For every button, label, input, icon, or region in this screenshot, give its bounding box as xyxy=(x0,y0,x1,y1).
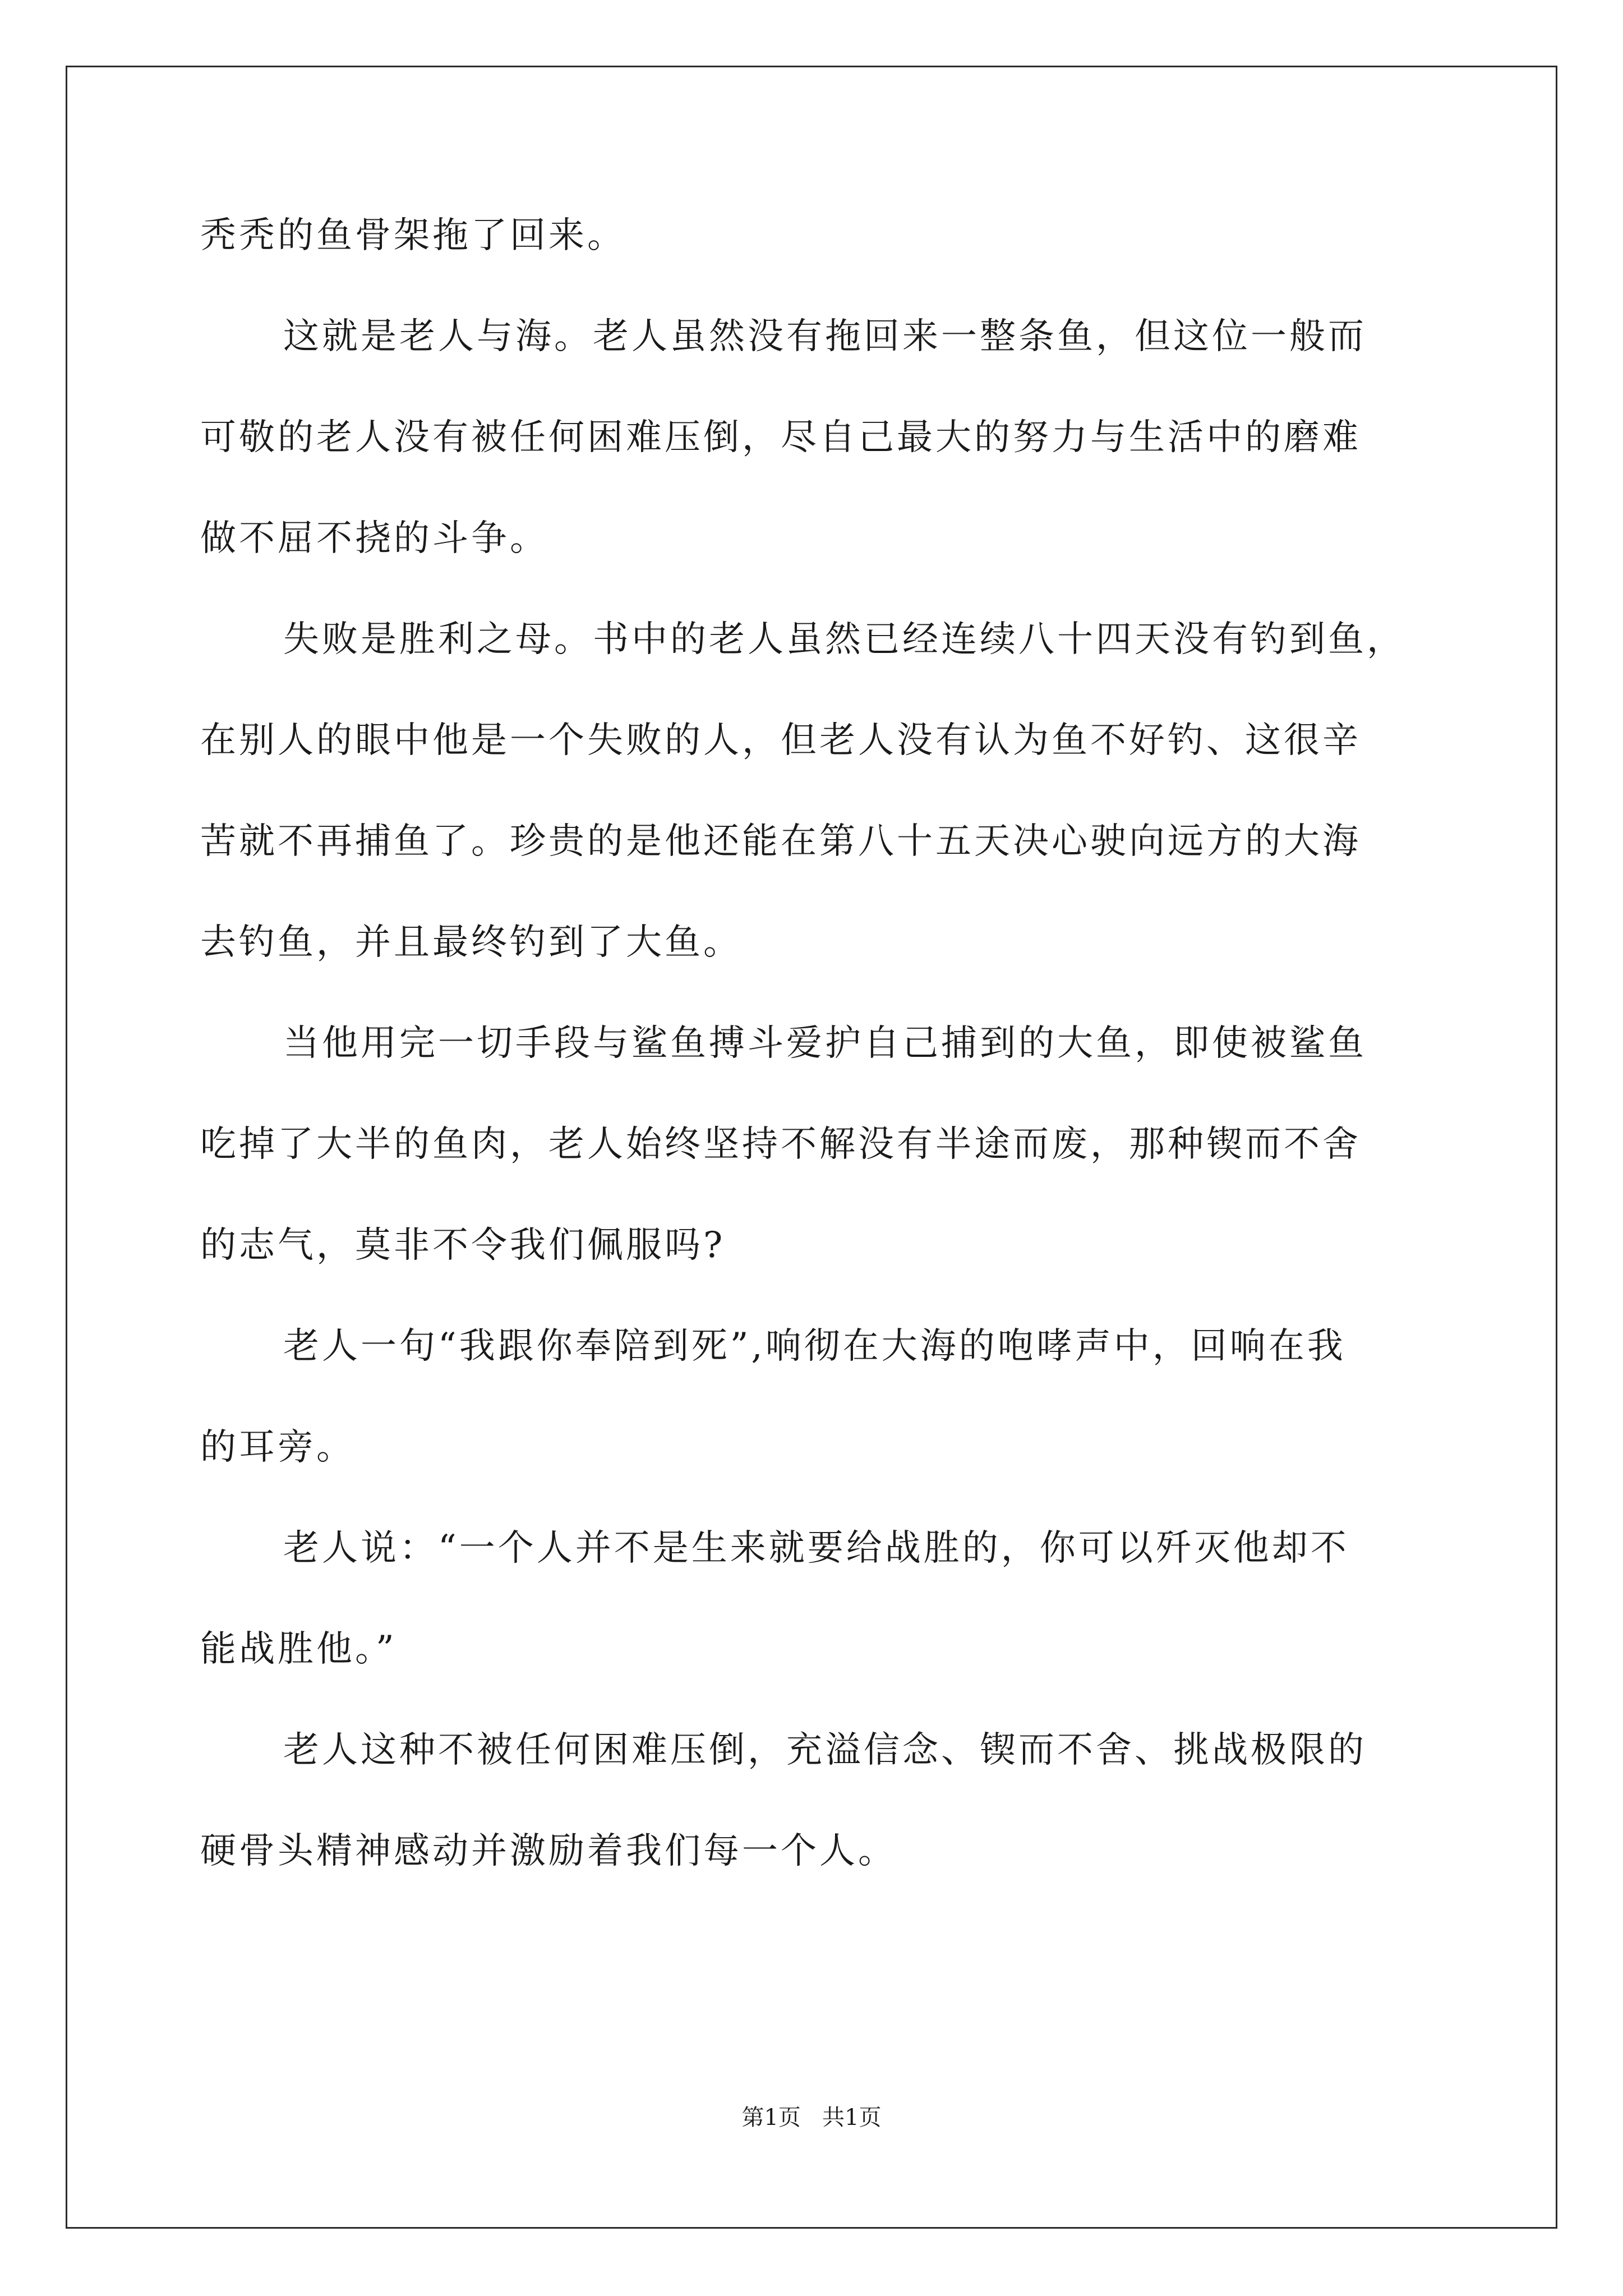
paragraph-first-line: 老人说：“一个人并不是生来就要给战胜的，你可以歼灭他却不 xyxy=(283,1527,1349,1569)
text-line: 硬骨头精神感动并激励着我们每一个人。 xyxy=(200,1830,897,1872)
text-line: 的耳旁。 xyxy=(200,1427,355,1468)
text-line: 吃掉了大半的鱼肉，老人始终坚持不解没有半途而废，那种锲而不舍 xyxy=(200,1124,1361,1165)
text-line: 去钓鱼，并且最终钓到了大鱼。 xyxy=(200,922,742,963)
text-line: 秃秃的鱼骨架拖了回来。 xyxy=(200,215,626,256)
document-body xyxy=(200,210,1433,1927)
paragraph-first-line: 当他用完一切手段与鲨鱼搏斗爱护自己捕到的大鱼，即使被鲨鱼 xyxy=(283,1023,1367,1064)
text-line: 可敬的老人没有被任何困难压倒，尽自己最大的努力与生活中的磨难 xyxy=(200,417,1361,458)
text-line: 在别人的眼中他是一个失败的人，但老人没有认为鱼不好钓、这很辛 xyxy=(200,720,1361,761)
page-number-footer: 第1页 共1页 xyxy=(741,2105,882,2131)
text-line: 做不屈不挠的斗争。 xyxy=(200,518,548,559)
paragraph-first-line: 老人这种不被任何困难压倒，充溢信念、锲而不舍、挑战极限的 xyxy=(283,1729,1367,1771)
paragraph-first-line: 老人一句“我跟你奉陪到死”,响彻在大海的咆哮声中，回响在我 xyxy=(283,1326,1346,1367)
paragraph-first-line: 这就是老人与海。老人虽然没有拖回来一整条鱼，但这位一般而 xyxy=(283,316,1367,357)
paragraph-first-line: 失败是胜利之母。书中的老人虽然已经连续八十四天没有钓到鱼， xyxy=(283,619,1405,660)
text-line: 能战胜他。” xyxy=(200,1628,397,1670)
text-line: 苦就不再捕鱼了。珍贵的是他还能在第八十五天决心驶向远方的大海 xyxy=(200,821,1361,862)
text-line: 的志气，莫非不令我们佩服吗? xyxy=(200,1225,726,1266)
